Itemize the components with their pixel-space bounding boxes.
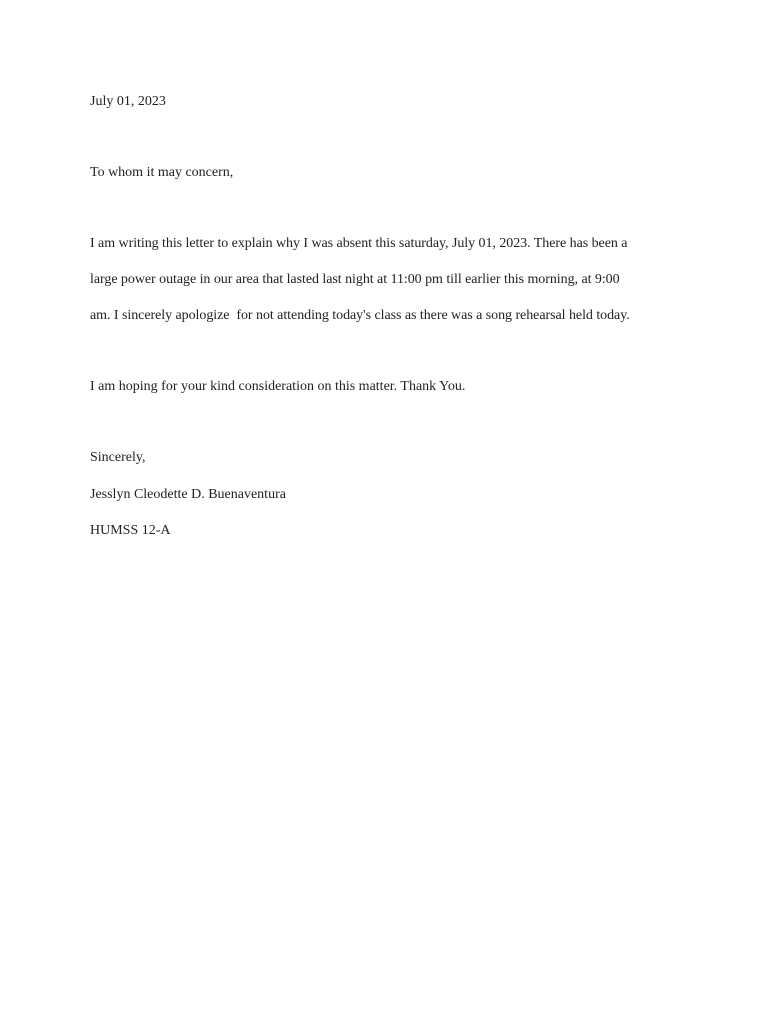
- paragraph-line: am. I sincerely apologize for not attending today's class as there was a song rehearsal held today.: [90, 308, 630, 323]
- letter-salutation: To whom it may concern,: [90, 165, 234, 180]
- letter-closing: Sincerely,: [90, 450, 146, 465]
- paragraph-line: I am writing this letter to explain why I was absent this saturday, July 01, 2023. There has been a: [90, 236, 628, 251]
- letter-body-paragraph-1: [90, 237, 690, 345]
- signer-section: HUMSS 12-A: [90, 523, 171, 538]
- letter-date: July 01, 2023: [90, 94, 166, 109]
- letter-body-paragraph-2: I am hoping for your kind consideration on this matter. Thank You.: [90, 379, 466, 394]
- paragraph-line: large power outage in our area that lasted last night at 11:00 pm till earlier this morning, at 9:00: [90, 272, 620, 287]
- signer-name: Jesslyn Cleodette D. Buenaventura: [90, 487, 286, 502]
